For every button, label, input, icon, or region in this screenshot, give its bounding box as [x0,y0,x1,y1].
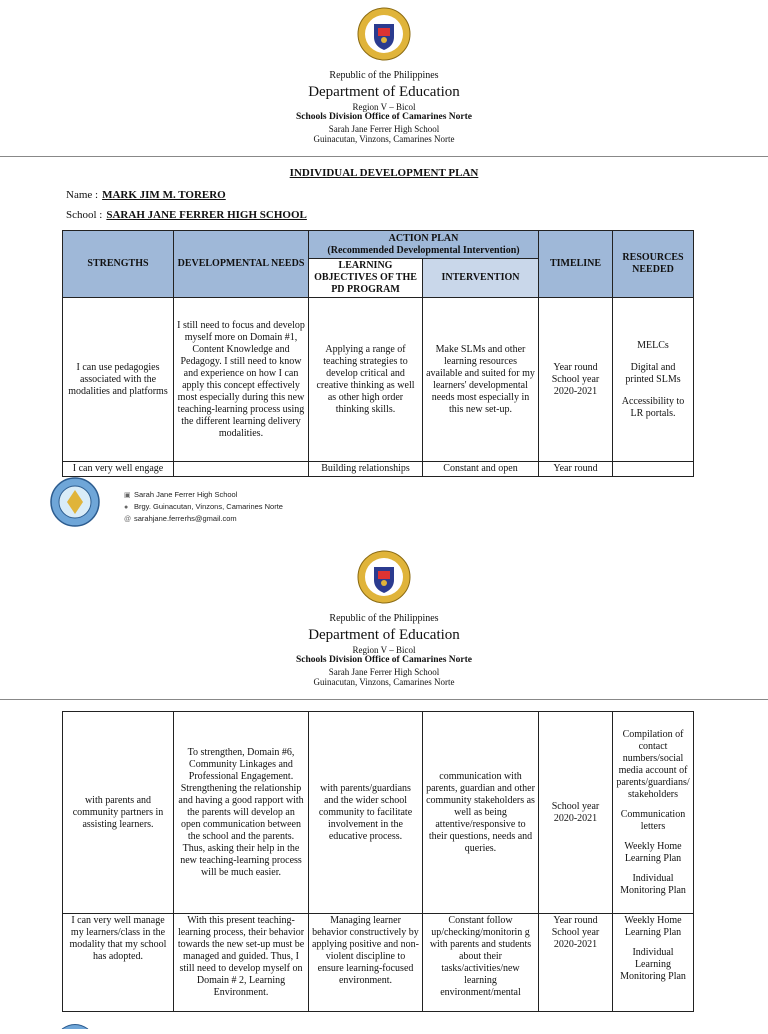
table-row [63,462,694,477]
name-line [66,189,226,201]
location-icon: ▣ [124,492,131,499]
row3-timeline: Year round School year 2020-2021 [539,914,613,1012]
action-plan-sublabel: (Recommended Developmental Intervention) [327,244,520,256]
row2-intervention-start: Constant and open [423,462,539,477]
row2-strengths: with parents and community partners in assisting learners. [63,712,174,914]
division-label: Schools Division Office of Camarines Norte [296,655,472,665]
department-title: Department of Education [308,84,460,100]
republic-label: Republic of the Philippines [329,613,439,624]
school-label: School : [66,209,103,221]
row2-resources [613,712,694,914]
school-line [66,209,307,221]
resource-item: Compilation of contact numbers/social media account of parents/guardians/ stakeholders [616,728,690,800]
deped-seal-logo [357,547,411,607]
row2-learning-objectives: with parents/guardians and the wider school community to facilitate involvement in the educative process. [309,712,423,914]
row2-timeline-start: Year round [539,462,613,477]
resource-item: Weekly Home Learning Plan [624,840,682,864]
header-strengths: STRENGTHS [63,231,174,298]
school-header-label: Sarah Jane Ferrer High School [328,124,440,134]
resource-item: Individual Learning Monitoring Plan [620,947,686,982]
header-resources: RESOURCES NEEDED [613,231,694,298]
row3-strengths: I can very well manage my learners/class in the modality that my school has adopted. [63,914,174,1012]
footer-email: sarahjane.ferrerhs@gmail.com [134,514,237,523]
row2-dev-needs: To strengthen, Domain #6, Community Linkages and Professional Engagement. Strengthening the relationship and having a good rapport with the parents will develop an open communication between the school and the parents. Thus, asking their help in the new teaching-learning process will be much easier. [174,712,309,914]
resource-item: Communication letters [620,808,686,832]
resource-item: Individual Monitoring Plan [620,872,686,896]
division-label: Schools Division Office of Camarines Norte [296,112,472,122]
school-seal-logo [50,477,100,532]
row3-dev-needs: With this present teaching-learning process, their behavior towards the new set-up must be managed and guided. Thus, I still need to develop myself on Domain # 2, Learning Environment. [174,914,309,1012]
row2-strengths-start: I can very well engage [63,462,174,477]
header-timeline: TIMELINE [539,231,613,298]
row2-resources-start [613,462,694,477]
idp-table-page1 [62,230,694,477]
address-label: Guinacutan, Vinzons, Camarines Norte [313,134,455,144]
row2-intervention: communication with parents, guardian and other community stakeholders as well as being attentive/responsive to their questions, needs and queries. [423,712,539,914]
action-plan-label: ACTION PLAN [388,232,459,244]
resource-item: Weekly Home Learning Plan [624,915,682,938]
email-icon: @ [124,516,132,523]
header-action-plan [309,231,539,259]
name-value: MARK JIM M. TORERO [102,189,226,201]
row1-strengths: I can use pedagogies associated with the modalities and platforms [63,298,174,462]
row2-timeline: School year 2020-2021 [539,712,613,914]
header-learning-objectives: LEARNING OBJECTIVES OF THE PD PROGRAM [309,259,423,298]
region-label: Region V – Bicol [352,645,416,655]
table-row [63,712,694,914]
row1-intervention: Make SLMs and other learning resources available and suited for my learners' developmental needs most especially in this new set-up. [423,298,539,462]
school-value: SARAH JANE FERRER HIGH SCHOOL [106,209,307,221]
header-developmental-needs: DEVELOPMENTAL NEEDS [174,231,309,298]
header-divider [0,156,768,157]
region-label: Region V – Bicol [352,102,416,112]
footer-contact [124,489,283,525]
row3-learning-objectives: Managing learner behavior constructively by applying positive and non-violent discipline to ensure learning-focused environment. [309,914,423,1012]
row3-intervention: Constant follow up/checking/monitorin g with parents and students about their tasks/activities/new learning environment/mental [423,914,539,1012]
footer-school: Sarah Jane Ferrer High School [134,490,238,499]
resource-item: MELCs [637,339,669,351]
resource-item: Accessibility to LR portals. [621,395,685,419]
school-header-label: Sarah Jane Ferrer High School [328,667,440,677]
row1-resources [613,298,694,462]
name-label: Name : [66,189,99,201]
department-title: Department of Education [308,627,460,643]
row2-learning-objectives-start: Building relationships [309,462,423,477]
row1-dev-needs: I still need to focus and develop myself more on Domain #1, Content Knowledge and Pedagogy. I still need to know and experience on how I can apply this concept effectively most especially during this new teaching-learning process using the different learning delivery modalities. [174,298,309,462]
table-row [63,298,694,462]
resource-item: Digital and printed SLMs [625,361,681,385]
school-seal-logo [60,1016,90,1034]
footer-address: Brgy. Guinacutan, Vinzons, Camarines Norte [134,502,283,511]
republic-label: Republic of the Philippines [329,70,439,81]
document-title: INDIVIDUAL DEVELOPMENT PLAN [289,167,479,179]
map-pin-icon: ● [124,504,129,511]
row3-resources [613,914,694,1012]
idp-table-page2 [62,711,694,1012]
table-row [63,914,694,1012]
address-label: Guinacutan, Vinzons, Camarines Norte [313,677,455,687]
row1-timeline: Year round School year 2020-2021 [539,298,613,462]
deped-seal-logo [357,4,411,64]
header-divider [0,699,768,700]
row1-learning-objectives: Applying a range of teaching strategies to develop critical and creative thinking as well as other high order thinking skills. [309,298,423,462]
header-intervention: INTERVENTION [423,259,539,298]
row2-dev-needs-start [174,462,309,477]
